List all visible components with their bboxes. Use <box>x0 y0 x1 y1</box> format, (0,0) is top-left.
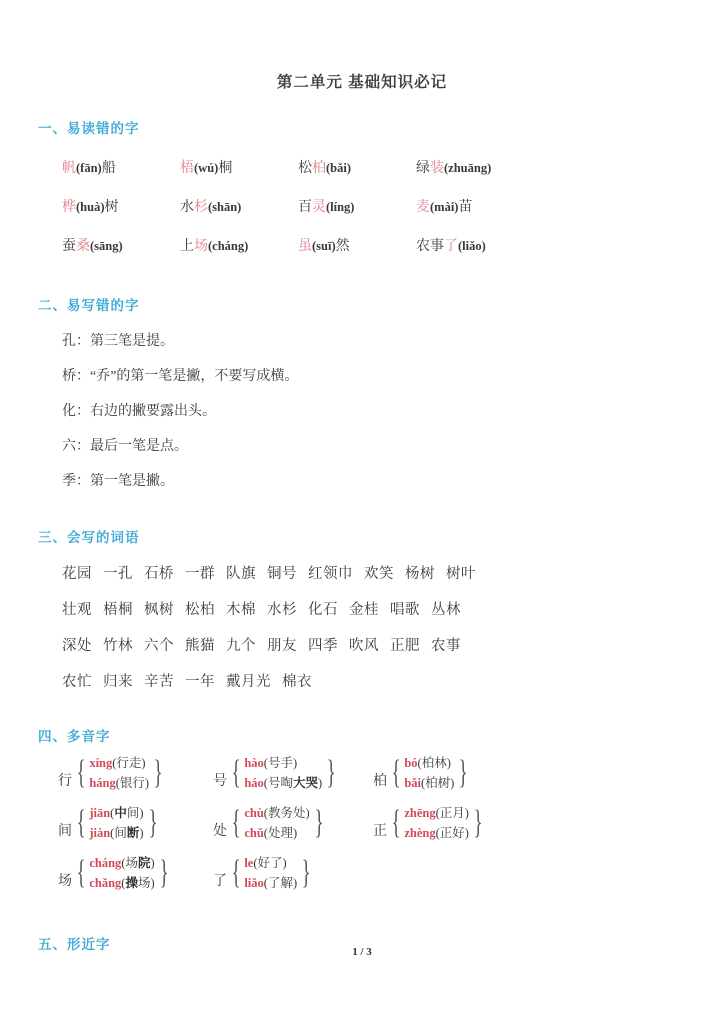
stroke-note: 季：第一笔是撇。 <box>62 474 174 489</box>
pinyin-row <box>62 227 724 266</box>
brace-right-icon: } <box>326 754 336 791</box>
highlighted-char: 灵 <box>312 200 326 215</box>
word: 树叶 <box>446 566 476 582</box>
word: 水杉 <box>267 602 297 618</box>
pinyin-row <box>62 188 724 227</box>
stroke-note: 桥：“乔”的第一笔是撇，不要写成横。 <box>62 369 299 384</box>
word: 枫树 <box>144 602 174 618</box>
page-number: 1 / 3 <box>352 946 372 958</box>
page-title: 第二单元 基础知识必记 <box>276 74 448 91</box>
polyphone-reading: zhēng(正月) <box>404 806 469 820</box>
polyphone-group <box>58 803 213 843</box>
polyphone-reading: jiān(中间) <box>89 806 144 820</box>
polyphone-group <box>373 753 528 793</box>
polyphone-character: 柏 <box>373 774 387 789</box>
pinyin-cell: 松柏(bǎi) <box>298 161 351 176</box>
word-row <box>62 628 724 664</box>
word: 铜号 <box>267 566 297 582</box>
word: 红领巾 <box>308 566 353 582</box>
word: 深处 <box>62 638 92 654</box>
word: 九个 <box>226 638 256 654</box>
pinyin-cell: 百灵(líng) <box>298 200 355 215</box>
highlighted-char: 杉 <box>194 200 208 215</box>
pinyin-cell: 帆(fān)船 <box>62 161 116 176</box>
pinyin-row <box>62 149 724 188</box>
polyphone-character: 号 <box>213 774 227 789</box>
section-heading-5: 五、形近字 <box>38 937 111 952</box>
word: 唱歌 <box>390 602 420 618</box>
polyphone-character: 间 <box>58 824 72 839</box>
polyphone-character: 处 <box>213 824 227 839</box>
polyphone-reading: chǔ(处理) <box>244 826 298 840</box>
polyphone-row <box>58 853 724 893</box>
polyphone-character: 正 <box>373 824 387 839</box>
pinyin-cell: 麦(mài)苗 <box>416 200 473 215</box>
brace-left-icon: { <box>76 854 86 891</box>
brace-right-icon: } <box>459 754 468 791</box>
polyphone-reading: xíng(行走) <box>89 756 146 770</box>
brace-left-icon: { <box>231 754 241 791</box>
word-row <box>62 664 724 700</box>
word: 欢笑 <box>364 566 394 582</box>
polyphone-reading: bó(柏林) <box>404 756 451 770</box>
word: 花园 <box>62 566 92 582</box>
pinyin-cell: 虽(suī)然 <box>298 239 350 254</box>
highlighted-char: 桦 <box>62 200 76 215</box>
word: 农忙 <box>62 674 92 690</box>
word: 熊猫 <box>185 638 215 654</box>
word: 壮观 <box>62 602 92 618</box>
pinyin-cell: 桦(huà)树 <box>62 200 119 215</box>
brace-left-icon: { <box>76 754 86 791</box>
highlighted-char: 场 <box>194 239 208 254</box>
highlighted-char: 装 <box>430 161 444 176</box>
polyphone-reading: cháng(场院) <box>89 856 155 870</box>
word: 石桥 <box>144 566 174 582</box>
brace-left-icon: { <box>391 804 401 841</box>
word: 正肥 <box>390 638 420 654</box>
word-row <box>62 556 724 592</box>
writable-words-block <box>0 546 724 700</box>
polyphone-row <box>58 753 724 793</box>
brace-left-icon: { <box>391 754 401 791</box>
word: 杨树 <box>405 566 435 582</box>
stroke-note: 化：右边的撇要露出头。 <box>62 404 216 419</box>
section-heading-3: 三、会写的词语 <box>38 530 140 545</box>
highlighted-char: 帆 <box>62 161 76 176</box>
word: 化石 <box>308 602 338 618</box>
word: 棉衣 <box>282 674 312 690</box>
pinyin-cell: 上场(cháng) <box>180 239 249 254</box>
polyphone-group <box>213 853 373 893</box>
brace-left-icon: { <box>76 804 86 841</box>
highlighted-char: 桑 <box>76 239 90 254</box>
highlighted-char: 了 <box>444 239 458 254</box>
word: 竹林 <box>103 638 133 654</box>
word: 丛林 <box>431 602 461 618</box>
highlighted-char: 麦 <box>416 200 430 215</box>
word: 戴月光 <box>226 674 271 690</box>
polyphone-group <box>58 853 213 893</box>
pinyin-cell: 农事了(liǎo) <box>416 239 486 254</box>
brace-right-icon: } <box>148 804 158 841</box>
word: 一群 <box>185 566 215 582</box>
word: 一孔 <box>103 566 133 582</box>
pinyin-cell: 水杉(shān) <box>180 200 242 215</box>
word: 队旗 <box>226 566 256 582</box>
section-heading-1: 一、易读错的字 <box>38 121 140 136</box>
polyphone-reading: jiàn(间断) <box>89 826 144 840</box>
polyphone-group <box>213 753 373 793</box>
word: 木棉 <box>226 602 256 618</box>
brace-left-icon: { <box>231 804 241 841</box>
polyphone-reading: háo(号啕大哭) <box>244 776 323 790</box>
polyphone-row <box>58 803 724 843</box>
polyphone-group <box>58 753 213 793</box>
easily-miswritten-characters-block <box>0 314 724 499</box>
word: 归来 <box>103 674 133 690</box>
word: 四季 <box>308 638 338 654</box>
polyphone-character: 了 <box>213 874 227 889</box>
section-heading-2: 二、易写错的字 <box>38 298 140 313</box>
polyphone-character: 行 <box>58 774 72 789</box>
polyphone-reading: chù(教务处) <box>244 806 310 820</box>
word: 六个 <box>144 638 174 654</box>
highlighted-char: 虽 <box>298 239 312 254</box>
word: 辛苦 <box>144 674 174 690</box>
word: 农事 <box>431 638 461 654</box>
polyphone-character: 场 <box>58 874 72 889</box>
brace-right-icon: } <box>314 804 324 841</box>
stroke-note: 六：最后一笔是点。 <box>62 439 188 454</box>
brace-right-icon: } <box>159 854 169 891</box>
word: 金桂 <box>349 602 379 618</box>
word: 一年 <box>185 674 215 690</box>
brace-right-icon: } <box>473 804 483 841</box>
word: 吹风 <box>349 638 379 654</box>
word: 朋友 <box>267 638 297 654</box>
pinyin-cell: 梧(wú)桐 <box>180 161 233 176</box>
stroke-note: 孔：第三笔是提。 <box>62 334 174 349</box>
word: 松柏 <box>185 602 215 618</box>
polyphone-reading: bǎi(柏树) <box>404 776 455 790</box>
polyphone-block <box>0 745 724 893</box>
brace-left-icon: { <box>231 854 241 891</box>
polyphone-reading: hào(号手) <box>244 756 298 770</box>
polyphone-reading: háng(银行) <box>89 776 150 790</box>
easily-misread-characters-block <box>0 137 724 266</box>
highlighted-char: 梧 <box>180 161 194 176</box>
polyphone-reading: liǎo(了解) <box>244 876 298 890</box>
word: 梧桐 <box>103 602 133 618</box>
highlighted-char: 柏 <box>312 161 326 176</box>
polyphone-group <box>373 803 528 843</box>
pinyin-cell: 绿装(zhuāng) <box>416 161 492 176</box>
polyphone-reading: chǎng(操场) <box>89 876 155 890</box>
polyphone-reading: zhèng(正好) <box>404 826 469 840</box>
brace-right-icon: } <box>301 854 311 891</box>
pinyin-cell: 蚕桑(sāng) <box>62 239 123 254</box>
brace-right-icon: } <box>153 754 163 791</box>
section-heading-4: 四、多音字 <box>38 729 111 744</box>
polyphone-reading: le(好了) <box>244 856 287 870</box>
polyphone-group <box>213 803 373 843</box>
word-row <box>62 592 724 628</box>
